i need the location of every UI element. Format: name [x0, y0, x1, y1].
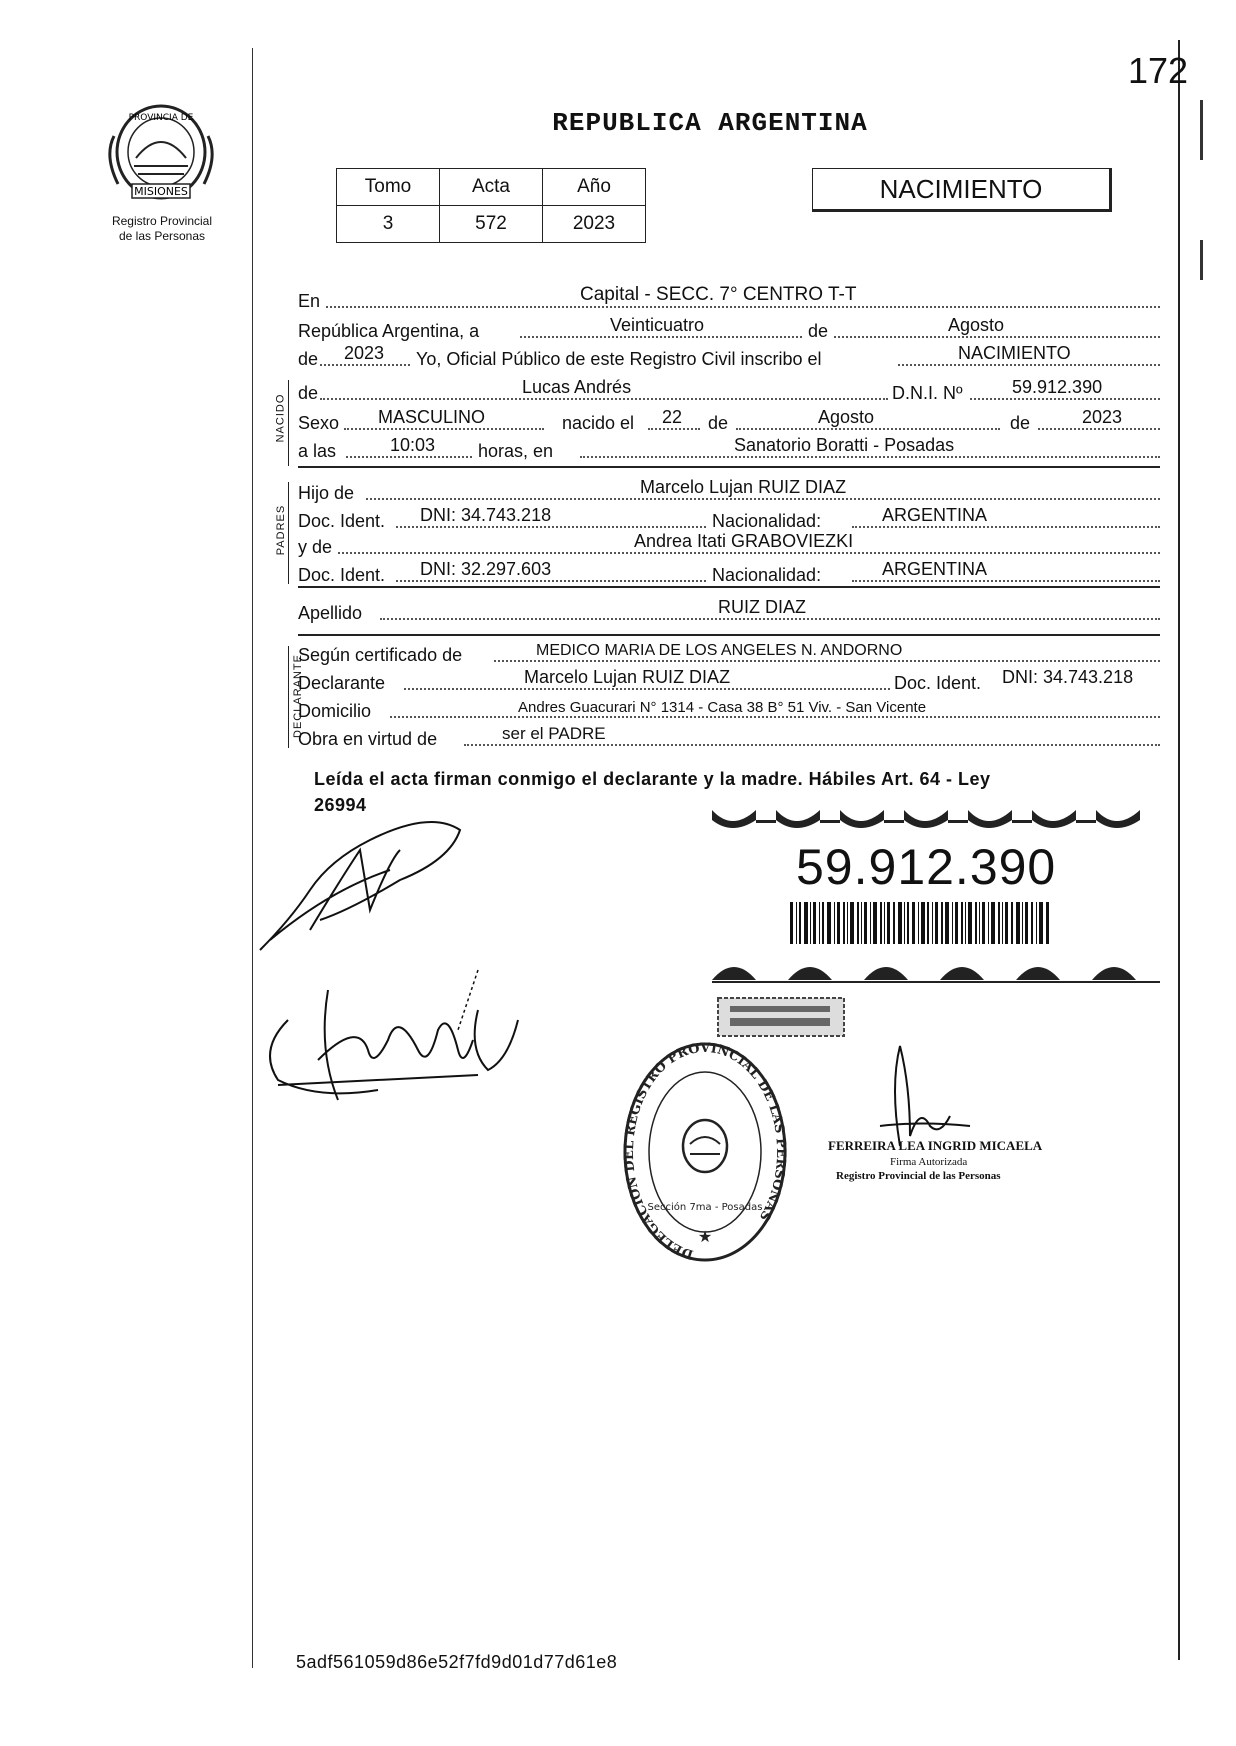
hora-nacimiento: 10:03 [390, 435, 436, 455]
barcode [790, 902, 1050, 944]
section-bar [288, 482, 289, 584]
dni-padre: DNI: 34.743.218 [420, 505, 552, 525]
lugar-nacimiento: Sanatorio Boratti - Posadas [734, 435, 955, 455]
row-en: En Capital - SECC. 7° CENTRO T-T [298, 282, 1160, 312]
document-hash: 5adf561059d86e52f7fd9d01d77d61e8 [296, 1652, 618, 1672]
firma-organismo: Registro Provincial de las Personas [836, 1170, 1001, 1182]
edge-mark [1200, 240, 1203, 280]
row-certificado: Según certificado de MEDICO MARIA DE LOS ANGELES N. ANDORNO [298, 636, 1160, 666]
section-divider [298, 586, 1160, 588]
dni-declarante: DNI: 34.743.218 [1002, 667, 1134, 687]
tipo-inscripto: NACIMIENTO [958, 343, 1071, 363]
section-divider [298, 466, 1160, 468]
row-sexo: Sexo MASCULINO nacido el 22 de Agosto de 2023 [298, 404, 1160, 434]
vinculo-declarante: ser el PADRE [502, 724, 606, 743]
security-ornament [712, 954, 1160, 984]
svg-text:PROVINCIA DE: PROVINCIA DE [128, 113, 194, 123]
tomo-header: Tomo [337, 169, 440, 206]
row-domicilio: Domicilio Andres Guacurari N° 1314 - Casa 38 B° 51 Viv. - San Vicente [298, 692, 1160, 722]
row-apellido: Apellido RUIZ DIAZ [298, 594, 1160, 624]
nombre-padre: Marcelo Lujan RUIZ DIAZ [640, 477, 847, 497]
right-margin-line [1178, 40, 1180, 1660]
nombre-madre: Andrea Itati GRABOVIEZKI [634, 531, 854, 551]
svg-text:★: ★ [697, 1229, 713, 1246]
registry-table [336, 168, 646, 243]
nombre-nacido: Lucas Andrés [522, 377, 632, 397]
firma-nombre: FERREIRA LEA INGRID MICAELA [828, 1138, 1043, 1153]
domicilio: Andres Guacurari N° 1314 - Casa 38 B° 51 Viv. - San Vicente [518, 699, 927, 716]
anio-nacimiento: 2023 [1082, 407, 1123, 427]
dni-nacido: 59.912.390 [1012, 377, 1103, 397]
svg-text:DELEGACION DEL REGISTRO PROVIN: DELEGACION DEL REGISTRO PROVINCIAL DE LAS PERSONAS [621, 1040, 789, 1262]
nacionalidad-madre: ARGENTINA [882, 559, 988, 579]
edge-mark [1200, 100, 1203, 160]
provincial-seal [96, 96, 226, 206]
row-padre: Hijo de Marcelo Lujan RUIZ DIAZ [298, 474, 1160, 504]
delegation-stamp [620, 1040, 790, 1270]
section-nacido-label: NACIDO [274, 393, 287, 443]
svg-text:MISIONES: MISIONES [134, 185, 188, 198]
section-bar [288, 380, 289, 466]
row-declarante: Declarante Marcelo Lujan RUIZ DIAZ Doc. Ident. DNI: 34.743.218 [298, 667, 1134, 693]
lugar-inscripcion: Capital - SECC. 7° CENTRO T-T [580, 284, 857, 305]
signature-declarante [250, 800, 480, 960]
anio-header: Año [543, 169, 646, 206]
closing-text: Leída el acta firman conmigo el declarante y la madre. Hábiles Art. 64 - Ley 26994 [314, 769, 991, 815]
acta-header: Acta [440, 169, 543, 206]
acta-value: 572 [440, 206, 543, 243]
apellido: RUIZ DIAZ [718, 597, 806, 617]
row-nacido-nombre: de Lucas Andrés D.N.I. Nº 59.912.390 [298, 374, 1160, 404]
row-madre: y de Andrea Itati GRABOVIEZKI [298, 528, 1160, 558]
svg-text:Sección 7ma - Posadas: Sección 7ma - Posadas [647, 1202, 763, 1213]
act-type-box: NACIMIENTO [812, 168, 1112, 212]
row-republica: República Argentina, a Veinticuatro de Agosto [298, 312, 1160, 342]
firma-cargo: Firma Autorizada [890, 1156, 968, 1168]
seal-caption: Registro Provincial de las Personas [111, 214, 213, 243]
certificado-medico: MEDICO MARIA DE LOS ANGELES N. ANDORNO [536, 642, 903, 659]
row-obra: Obra en virtud de ser el PADRE [298, 720, 1160, 750]
dni-number-large: 59.912.390 [796, 839, 1057, 895]
anio-value: 2023 [543, 206, 646, 243]
control-stamp [716, 996, 846, 1038]
dia-texto: Veinticuatro [610, 315, 705, 335]
page-number: 172 [1128, 50, 1189, 91]
dni-madre: DNI: 32.297.603 [420, 559, 552, 579]
signature-oficial [870, 1026, 980, 1156]
security-ornament [712, 806, 1160, 832]
section-declarante-label: DECLARANTE [291, 654, 304, 738]
anio-inscripcion: 2023 [344, 343, 385, 363]
nacionalidad-padre: ARGENTINA [882, 505, 988, 525]
row-anio: de 2023 Yo, Oficial Público de este Registro Civil inscribo el NACIMIENTO [298, 340, 1160, 370]
mes-nacimiento: Agosto [818, 407, 875, 427]
nombre-declarante: Marcelo Lujan RUIZ DIAZ [524, 667, 731, 687]
dia-nacimiento: 22 [662, 407, 683, 427]
row-madre-doc: Doc. Ident. DNI: 32.297.603 Nacionalidad: ARGENTINA [298, 556, 1160, 586]
document-title: REPUBLICA ARGENTINA [552, 108, 868, 138]
signature-madre [258, 950, 538, 1120]
section-padres-label: PADRES [275, 504, 288, 556]
section-bar [288, 646, 289, 748]
sexo: MASCULINO [378, 407, 486, 427]
row-hora: a las 10:03 horas, en Sanatorio Boratti - Posadas [298, 432, 1160, 462]
row-padre-doc: Doc. Ident. DNI: 34.743.218 Nacionalidad: ARGENTINA [298, 502, 1160, 532]
tomo-value: 3 [337, 206, 440, 243]
mes-inscripcion: Agosto [948, 315, 1005, 335]
